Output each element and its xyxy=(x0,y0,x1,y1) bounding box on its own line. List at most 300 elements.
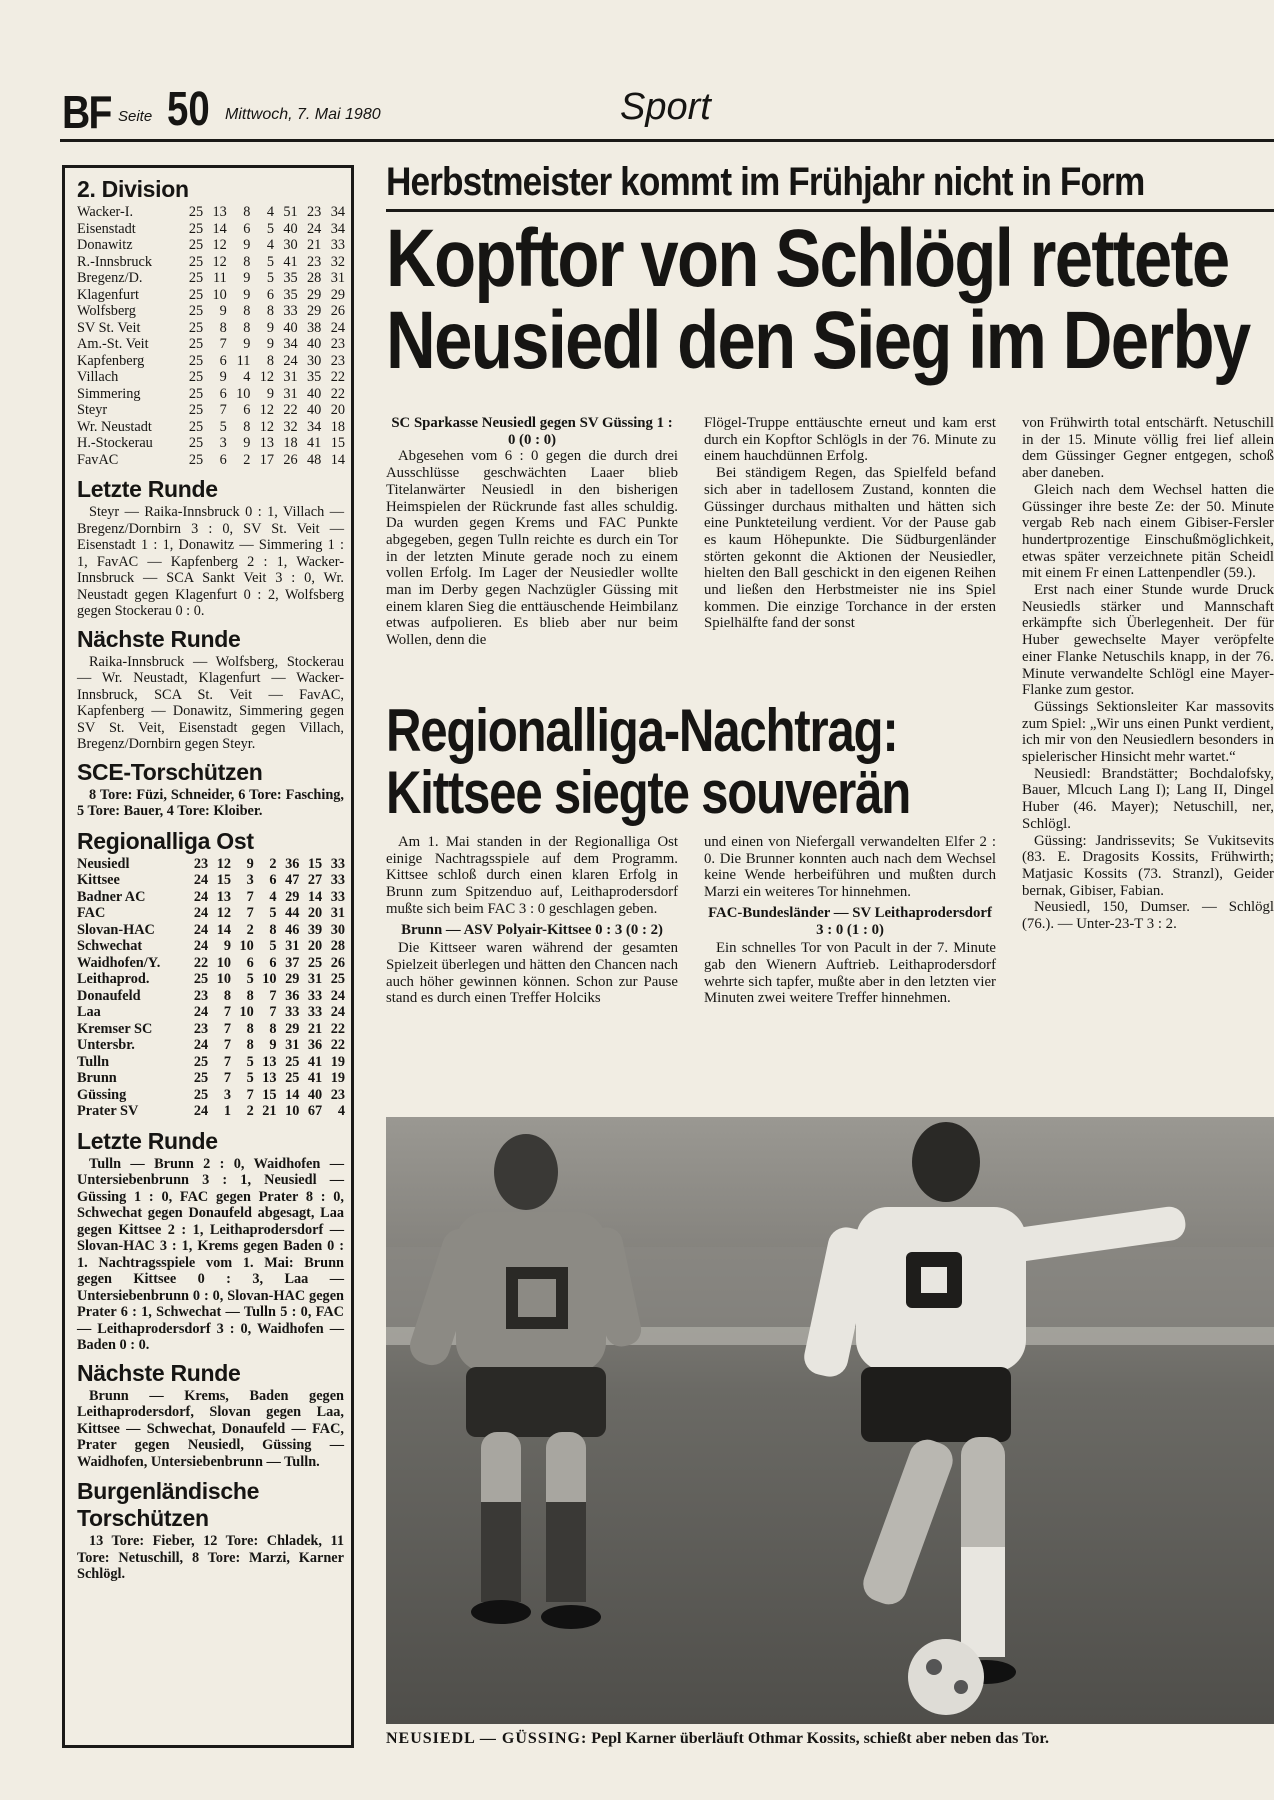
regionalliga-table xyxy=(72,856,348,1120)
team-name: Badner AC xyxy=(77,888,146,905)
stat-cell: 27 xyxy=(307,872,323,888)
stat-cell: 36 xyxy=(285,987,300,1004)
stat-cell: 13 xyxy=(262,1053,277,1070)
stat-cell: 24 xyxy=(193,872,209,888)
stat-cell: 40 xyxy=(283,319,298,336)
next-round-title: Nächste Runde xyxy=(77,625,241,652)
stat-cell: 9 xyxy=(243,237,251,253)
stat-cell: 24 xyxy=(193,921,209,938)
stat-cell: 6 xyxy=(219,451,227,468)
match-facts: Neusiedl, 150, Dumser. — Schlögl (76.). — Unter-23-T 3 : 2. xyxy=(1022,899,1274,933)
stat-cell: 3 xyxy=(246,872,254,888)
regionalliga-row xyxy=(72,938,348,955)
division-2-row xyxy=(72,435,348,452)
sce-scorers-title: SCE-Torschützen xyxy=(77,758,263,785)
stat-cell: 20 xyxy=(307,938,323,954)
stat-cell: 10 xyxy=(216,971,231,987)
stat-cell: 23 xyxy=(193,987,209,1004)
stat-cell: 24 xyxy=(283,352,298,369)
stat-cell: 10 xyxy=(236,385,251,402)
team-name: Eisenstadt xyxy=(77,220,136,237)
stat-cell: 21 xyxy=(262,1103,277,1119)
team-name: FAC xyxy=(77,905,106,921)
stat-cell: 7 xyxy=(219,336,227,352)
stat-cell: 8 xyxy=(246,1037,254,1053)
stat-cell: 32 xyxy=(283,418,298,435)
team-name: H.-Stockerau xyxy=(77,435,153,451)
stat-cell: 46 xyxy=(285,921,300,938)
stat-cell: 6 xyxy=(243,220,251,237)
stat-cell: 4 xyxy=(266,237,275,253)
next-round-2-title: Nächste Runde xyxy=(77,1359,241,1386)
stat-cell: 8 xyxy=(246,987,254,1004)
stat-cell: 24 xyxy=(193,1004,209,1020)
stat-cell: 29 xyxy=(307,303,322,319)
stat-cell: 22 xyxy=(330,1037,345,1053)
page-number: 50 xyxy=(167,83,210,136)
stat-cell: 47 xyxy=(285,872,300,888)
stat-cell: 22 xyxy=(330,369,345,385)
stat-cell: 8 xyxy=(223,987,231,1004)
stat-cell: 25 xyxy=(188,270,204,286)
regionalliga-headline xyxy=(386,697,911,826)
stat-cell: 6 xyxy=(246,954,254,971)
photo-caption xyxy=(386,1730,1274,1748)
stat-cell: 44 xyxy=(285,905,300,921)
header-rule xyxy=(60,139,1274,142)
stat-cell: 28 xyxy=(307,270,322,286)
stat-cell: 29 xyxy=(330,286,345,303)
kicker-rule xyxy=(386,209,1274,212)
stat-cell: 13 xyxy=(216,888,231,905)
headline-line-2: Neusiedl den Sieg im Derby xyxy=(386,295,1250,386)
article-paragraph: Am 1. Mai standen in der Regionalliga Ost einige Nachtragsspiele auf dem Programm. Kittsee schloß durch einen klaren Erfolg in Brunn zum Spitzenduo auf, Leithaprodersdorf mußte sich beim FAC 3 : 0 geschlagen geben. xyxy=(386,834,678,917)
burgenland-scorers-text: 13 Tore: Fieber, 12 Tore: Chladek, 11 Tore: Netuschill, 8 Tore: Marzi, Karner Schlögl. xyxy=(77,1533,344,1582)
team-name: Güssing xyxy=(77,1086,127,1103)
article-paragraph: Erst nach einer Stunde wurde Druck Neusiedls stärker und Mannschaft erkämpfte sich Überlegenheit. Der für Huber gewechselte Mayer veröpfelte einer Flanke Netuschils knapp, in der 76. Minute verwandelte Schlögl eine Mayer-Flanke zum gestor. xyxy=(1022,582,1274,699)
stat-cell: 14 xyxy=(285,1086,300,1103)
stat-cell: 8 xyxy=(243,319,251,336)
regionalliga-row xyxy=(72,1004,348,1021)
team-name: SV St. Veit xyxy=(77,319,141,336)
article-column-4 xyxy=(386,834,678,1007)
stat-cell: 4 xyxy=(243,369,251,385)
stat-cell: 24 xyxy=(307,220,322,237)
stat-cell: 21 xyxy=(307,237,322,253)
stat-cell: 31 xyxy=(330,905,345,921)
stat-cell: 2 xyxy=(243,451,251,468)
stat-cell: 25 xyxy=(188,286,204,303)
division-2-row xyxy=(72,419,348,436)
stat-cell: 29 xyxy=(285,888,300,905)
regionalliga-row xyxy=(72,905,348,922)
article-paragraph: und einen von Niefergall verwandelten Elfer 2 : 0. Die Brunner konnten auch nach dem Wechsel keine Wende herbeiführen und mußten durch Marzi ein weiteres Tor hinnehmen. xyxy=(704,834,996,901)
stat-cell: 10 xyxy=(285,1103,300,1119)
stat-cell: 3 xyxy=(219,435,227,451)
regionalliga-row xyxy=(72,1021,348,1038)
stat-cell: 25 xyxy=(307,954,323,971)
stat-cell: 7 xyxy=(223,1004,231,1020)
team-name: Slovan-HAC xyxy=(77,921,155,938)
stat-cell: 24 xyxy=(193,905,209,921)
stat-cell: 41 xyxy=(307,1053,323,1070)
stat-cell: 25 xyxy=(193,1053,209,1070)
stat-cell: 26 xyxy=(330,954,345,971)
stat-cell: 24 xyxy=(330,319,345,336)
article-paragraph: Die Kittseer waren während der gesamten Spielzeit überlegen und hätten den Chancen nach auch höher gewinnen können. Schon zur Pause stand es durch einen Treffer Holciks xyxy=(386,940,678,1007)
match-photo xyxy=(386,1117,1274,1724)
stat-cell: 9 xyxy=(266,336,275,352)
stat-cell: 34 xyxy=(283,336,298,352)
stat-cell: 25 xyxy=(188,435,204,451)
stat-cell: 4 xyxy=(269,888,277,905)
stat-cell: 19 xyxy=(330,1053,345,1070)
stat-cell: 1 xyxy=(223,1103,231,1119)
stat-cell: 12 xyxy=(212,253,227,270)
stat-cell: 33 xyxy=(330,872,345,888)
team-name: FavAC xyxy=(77,451,119,468)
stat-cell: 2 xyxy=(246,1103,254,1119)
stat-cell: 37 xyxy=(285,954,300,971)
division-2-row xyxy=(72,204,348,221)
division-2-row xyxy=(72,336,348,353)
stat-cell: 25 xyxy=(330,971,345,987)
caption-text: Pepl Karner überläuft Othmar Kossits, schießt aber neben das Tor. xyxy=(591,1730,1049,1747)
stat-cell: 25 xyxy=(193,1086,209,1103)
article-paragraph: Gleich nach dem Wechsel hatten die Güssinger ihre beste Ze: der 50. Minute vergab Reb nach einem Gibiser-Fersler hundertprozentige Einschußmöglichkeit, etwas später verzeichnete pitän Scheidl mit einem Fr einen Lattenpendler (59.). xyxy=(1022,481,1274,582)
team-name: Wr. Neustadt xyxy=(77,418,152,435)
match-heading: SC Sparkasse Neusiedl gegen SV Güssing 1 : 0 (0 : 0) xyxy=(391,415,673,448)
stat-cell: 36 xyxy=(307,1037,323,1053)
article-column-3 xyxy=(1022,415,1274,933)
stat-cell: 2 xyxy=(269,855,277,872)
stat-cell: 26 xyxy=(283,451,298,468)
stat-cell: 9 xyxy=(219,369,227,385)
stat-cell: 33 xyxy=(307,1004,323,1020)
team-name: Wolfsberg xyxy=(77,303,136,319)
stat-cell: 22 xyxy=(330,1020,345,1037)
stat-cell: 7 xyxy=(269,1004,277,1020)
article-kicker: Herbstmeister kommt im Frühjahr nicht in Form xyxy=(386,160,1145,204)
regionalliga-row xyxy=(72,955,348,972)
stat-cell: 40 xyxy=(307,402,322,418)
next-round-fixtures: Raika-Innsbruck — Wolfsberg, Stockerau — Wr. Neustadt, Klagenfurt — Wacker-Innsbruck, SCA St. Veit — FavAC, Kapfenberg — Donawitz, Simmering gegen SV St. Veit, Eisenstadt gegen Villach, Bregenz/Dornbirn gegen Steyr. xyxy=(77,653,344,752)
stat-cell: 23 xyxy=(193,1020,209,1037)
lineup-guessing: Güssing: Jandrissevits; Se Vukitsevits (83. E. Dragosits Kossits, Frühwirth; Matjasic Kossits (73. Stranzl), Geider bernak, Gibiser, Fabian. xyxy=(1022,832,1274,899)
stat-cell: 8 xyxy=(266,352,275,369)
regionalliga-row xyxy=(72,922,348,939)
division-2-row xyxy=(72,221,348,238)
stat-cell: 40 xyxy=(307,1086,323,1103)
match-photo-illustration xyxy=(386,1117,1274,1724)
division-2-title: 2. Division xyxy=(77,176,189,202)
issue-date: Mittwoch, 7. Mai 1980 xyxy=(225,106,381,123)
stat-cell: 9 xyxy=(266,319,275,336)
regionalliga-row xyxy=(72,971,348,988)
stat-cell: 51 xyxy=(283,204,298,220)
stat-cell: 15 xyxy=(262,1086,277,1103)
match-heading: Brunn — ASV Polyair-Kittsee 0 : 3 (0 : 2) xyxy=(401,921,663,938)
stat-cell: 5 xyxy=(246,971,254,987)
stat-cell: 40 xyxy=(307,385,322,402)
stat-cell: 14 xyxy=(330,451,345,468)
stat-cell: 29 xyxy=(285,971,300,987)
regionalliga-row xyxy=(72,1087,348,1104)
stat-cell: 31 xyxy=(285,938,300,954)
regionalliga-row xyxy=(72,856,348,873)
stat-cell: 25 xyxy=(193,971,209,987)
stat-cell: 23 xyxy=(193,855,209,872)
stat-cell: 23 xyxy=(330,352,345,369)
stat-cell: 12 xyxy=(259,402,275,418)
stat-cell: 30 xyxy=(283,237,298,253)
stat-cell: 3 xyxy=(223,1086,231,1103)
stat-cell: 25 xyxy=(188,451,204,468)
last-round-title: Letzte Runde xyxy=(77,476,218,502)
team-name: Kapfenberg xyxy=(77,352,145,369)
stat-cell: 30 xyxy=(307,352,322,369)
division-2-row xyxy=(72,452,348,469)
stat-cell: 6 xyxy=(266,286,275,303)
division-2-row xyxy=(72,369,348,386)
stat-cell: 9 xyxy=(243,286,251,303)
stat-cell: 25 xyxy=(193,1070,209,1086)
burgenland-scorers-title-1: Burgenländische xyxy=(77,1478,260,1504)
stat-cell: 6 xyxy=(219,385,227,402)
stat-cell: 31 xyxy=(285,1037,300,1053)
stat-cell: 41 xyxy=(307,435,322,451)
team-name: Wacker-I. xyxy=(77,204,134,220)
stat-cell: 2 xyxy=(246,921,254,938)
article-column-2 xyxy=(704,415,996,632)
stat-cell: 7 xyxy=(223,1020,231,1037)
stat-cell: 22 xyxy=(330,385,345,402)
stat-cell: 7 xyxy=(269,987,277,1004)
stat-cell: 15 xyxy=(330,435,345,451)
stat-cell: 5 xyxy=(269,938,277,954)
stat-cell: 34 xyxy=(330,220,345,237)
stat-cell: 9 xyxy=(219,303,227,319)
stat-cell: 15 xyxy=(307,855,323,872)
results-sidebar xyxy=(72,172,348,1583)
stat-cell: 15 xyxy=(216,872,231,888)
regionalliga-row xyxy=(72,1037,348,1054)
article-paragraph: Bei ständigem Regen, das Spielfeld befand sich aber in tadellosem Zustand, konnten die Güssinger durchaus mithalten und hätten sich eine Punkteteilung verdient. Vor der Pause gab es kaum Höhepunkte. Die Südburgenländer störten gekonnt die Aktionen der Neusiedler, hielten den Ball geschickt in den eigenen Reihen und ließen den Herbstmeister nie ins Spiel kommen. Die einzige Torchance in der ersten Spielhälfte fand der sonst xyxy=(704,465,996,632)
stat-cell: 20 xyxy=(330,402,345,418)
team-name: Bregenz/D. xyxy=(77,270,143,286)
article-headline xyxy=(386,213,1250,386)
stat-cell: 17 xyxy=(259,451,275,468)
stat-cell: 5 xyxy=(246,1070,254,1086)
stat-cell: 25 xyxy=(188,303,204,319)
stat-cell: 8 xyxy=(269,1020,277,1037)
stat-cell: 35 xyxy=(307,369,322,385)
stat-cell: 6 xyxy=(243,402,251,418)
division-2-row xyxy=(72,237,348,254)
stat-cell: 6 xyxy=(269,954,277,971)
last-round-2-title: Letzte Runde xyxy=(77,1127,218,1154)
article-column-5 xyxy=(704,834,996,1007)
stat-cell: 18 xyxy=(330,418,345,435)
stat-cell: 34 xyxy=(307,418,322,435)
division-2-row xyxy=(72,353,348,370)
stat-cell: 26 xyxy=(330,303,345,319)
stat-cell: 8 xyxy=(269,921,277,938)
article-paragraph: von Frühwirth total entschärft. Netuschill in der 15. Minute völlig frei lief allein dem Güssinger Gegner entgegen, schoß aber daneben. xyxy=(1022,415,1274,482)
stat-cell: 28 xyxy=(330,938,345,954)
stat-cell: 6 xyxy=(219,352,227,369)
stat-cell: 8 xyxy=(266,303,275,319)
division-2-row xyxy=(72,303,348,320)
team-name: Klagenfurt xyxy=(77,286,139,303)
stat-cell: 25 xyxy=(188,237,204,253)
stat-cell: 34 xyxy=(330,204,345,220)
division-2-row xyxy=(72,270,348,287)
team-name: R.-Innsbruck xyxy=(77,253,153,270)
stat-cell: 9 xyxy=(223,938,231,954)
stat-cell: 25 xyxy=(188,385,204,402)
stat-cell: 24 xyxy=(193,1103,209,1119)
section-title: Sport xyxy=(620,86,711,128)
stat-cell: 25 xyxy=(188,369,204,385)
stat-cell: 24 xyxy=(193,938,209,954)
stat-cell: 33 xyxy=(330,855,345,872)
regionalliga-row xyxy=(72,889,348,906)
stat-cell: 22 xyxy=(283,402,298,418)
regionalliga-row xyxy=(72,1103,348,1120)
regionalliga-row xyxy=(72,988,348,1005)
stat-cell: 11 xyxy=(236,352,251,369)
stat-cell: 38 xyxy=(307,319,322,336)
article-paragraph: Ein schnelles Tor von Pacult in der 7. Minute gab den Wienern Auftrieb. Leithaprodersdorf wehrte sich tapfer, mußte aber in den letzten vier Minuten zwei weitere Treffer hinnehmen. xyxy=(704,940,996,1007)
team-name: Brunn xyxy=(77,1070,117,1086)
stat-cell: 12 xyxy=(212,237,227,253)
stat-cell: 24 xyxy=(193,1037,209,1053)
stat-cell: 25 xyxy=(188,336,204,352)
stat-cell: 29 xyxy=(307,286,322,303)
stat-cell: 67 xyxy=(307,1103,323,1119)
division-2-row xyxy=(72,320,348,337)
stat-cell: 33 xyxy=(330,888,345,905)
division-2-table xyxy=(72,204,348,468)
stat-cell: 12 xyxy=(216,905,231,921)
stat-cell: 10 xyxy=(216,954,231,971)
stat-cell: 7 xyxy=(246,1086,254,1103)
stat-cell: 31 xyxy=(330,270,345,286)
team-name: Laa xyxy=(77,1004,101,1020)
stat-cell: 23 xyxy=(307,204,322,220)
stat-cell: 7 xyxy=(223,1053,231,1070)
stat-cell: 8 xyxy=(243,303,251,319)
caption-prefix: NEUSIEDL — GÜSSING: xyxy=(386,1730,588,1747)
team-name: Prater SV xyxy=(77,1103,139,1119)
stat-cell: 20 xyxy=(307,905,323,921)
stat-cell: 25 xyxy=(188,352,204,369)
stat-cell: 22 xyxy=(193,954,209,971)
stat-cell: 9 xyxy=(243,270,251,286)
stat-cell: 9 xyxy=(266,385,275,402)
team-name: Donawitz xyxy=(77,237,133,253)
stat-cell: 5 xyxy=(266,270,275,286)
team-name: Simmering xyxy=(77,385,141,402)
stat-cell: 33 xyxy=(283,303,298,319)
team-name: Neusiedl xyxy=(77,855,130,872)
stat-cell: 6 xyxy=(269,872,277,888)
stat-cell: 9 xyxy=(269,1037,277,1053)
article-paragraph: Flögel-Truppe enttäuschte erneut und kam erst durch ein Kopftor Schlögls in der 76. Minute zu einem hauchdünnen Erfolg. xyxy=(704,415,996,465)
stat-cell: 24 xyxy=(330,987,345,1004)
stat-cell: 5 xyxy=(266,220,275,237)
team-name: Am.-St. Veit xyxy=(77,336,149,352)
sce-scorers-text: 8 Tore: Füzi, Schneider, 6 Tore: Fasching, 5 Tore: Bauer, 4 Tore: Kloiber. xyxy=(77,786,344,819)
stat-cell: 31 xyxy=(283,385,298,402)
stat-cell: 8 xyxy=(243,204,251,220)
lineup-neusiedl: Neusiedl: Brandstätter; Bochdalofsky, Bauer, Mlcuch Lang I); Lang II, Dingel Huber (46. Mayer); Netuschill, ner, Schlögl. xyxy=(1022,765,1274,832)
stat-cell: 29 xyxy=(285,1020,300,1037)
stat-cell: 14 xyxy=(212,220,227,237)
stat-cell: 7 xyxy=(219,402,227,418)
division-2-row xyxy=(72,386,348,403)
stat-cell: 9 xyxy=(243,336,251,352)
stat-cell: 30 xyxy=(330,921,345,938)
stat-cell: 21 xyxy=(307,1020,323,1037)
stat-cell: 14 xyxy=(216,921,231,938)
regionalliga-row xyxy=(72,1054,348,1071)
stat-cell: 10 xyxy=(239,1004,254,1020)
division-2-row xyxy=(72,287,348,304)
regionalliga-row xyxy=(72,1070,348,1087)
stat-cell: 33 xyxy=(330,237,345,253)
stat-cell: 5 xyxy=(246,1053,254,1070)
regionalliga-row xyxy=(72,872,348,889)
article-paragraph: Abgesehen vom 6 : 0 gegen die durch drei Ausschlüsse geschwächten Laaer blieb Titelanwärter Neusiedl in den bisherigen Heimspielen der Rückrunde fast alles schuldig. Da wurden gegen Krems und FAC Punkte abgegeben, gegen Tulln reichte es durch ein Tor in der letzten Minute gerade noch zu einem vollen Erfolg. Im Lager der Neusiedler wollte man im Derby gegen Nachzügler Güssing mit einem klaren Sieg die enttäuschende Heimbilanz etwas aufpolieren. Es blieb aber nur beim Wollen, denn die xyxy=(386,448,678,649)
stat-cell: 12 xyxy=(259,369,275,385)
stat-cell: 12 xyxy=(216,855,231,872)
team-name: Steyr xyxy=(77,402,108,418)
stat-cell: 23 xyxy=(330,1086,345,1103)
stat-cell: 25 xyxy=(188,220,204,237)
stat-cell: 25 xyxy=(188,319,204,336)
team-name: Kremser SC xyxy=(77,1020,153,1037)
stat-cell: 25 xyxy=(188,418,204,435)
team-name: Untersbr. xyxy=(77,1037,135,1053)
stat-cell: 31 xyxy=(283,369,298,385)
stat-cell: 12 xyxy=(259,418,275,435)
stat-cell: 31 xyxy=(307,971,323,987)
headline-3-line-2: Kittsee siegte souverän xyxy=(386,759,911,826)
stat-cell: 8 xyxy=(243,253,251,270)
stat-cell: 9 xyxy=(246,855,254,872)
division-2-row xyxy=(72,254,348,271)
page-label: Seite xyxy=(118,108,153,125)
stat-cell: 18 xyxy=(283,435,298,451)
stat-cell: 7 xyxy=(223,1070,231,1086)
stat-cell: 33 xyxy=(307,987,323,1004)
stat-cell: 14 xyxy=(307,888,323,905)
stat-cell: 7 xyxy=(223,1037,231,1053)
stat-cell: 4 xyxy=(266,204,275,220)
stat-cell: 35 xyxy=(283,270,298,286)
team-name: Schwechat xyxy=(77,938,143,954)
division-2-row xyxy=(72,402,348,419)
stat-cell: 10 xyxy=(239,938,254,954)
stat-cell: 4 xyxy=(337,1103,345,1119)
stat-cell: 13 xyxy=(262,1070,277,1086)
stat-cell: 8 xyxy=(246,1020,254,1037)
team-name: Leithaprod. xyxy=(77,971,150,987)
stat-cell: 13 xyxy=(259,435,275,451)
stat-cell: 10 xyxy=(212,286,227,303)
